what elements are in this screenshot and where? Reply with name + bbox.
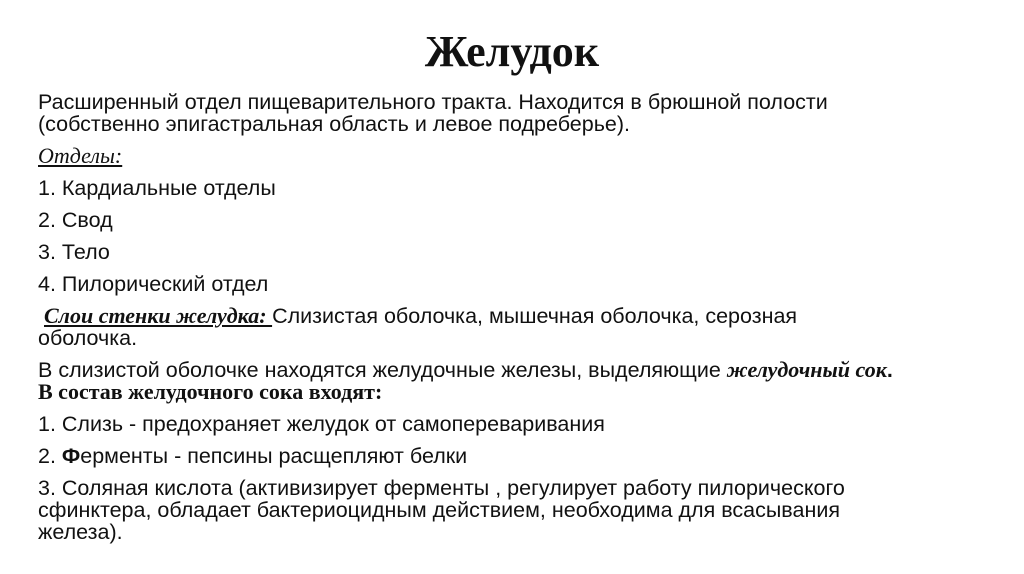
juice-heading <box>38 381 998 403</box>
sections-heading <box>38 145 998 167</box>
section-item-4: 4. Пилорический отдел <box>38 272 269 296</box>
section-item-3: 3. Тело <box>38 240 110 264</box>
intro-line-1: Расширенный отдел пищеварительного тракта. Находится в брюшной полости <box>38 90 828 114</box>
layers-heading: Слои стенки желудка: <box>44 303 273 328</box>
juice-item-3-line-1: 3. Соляная кислота (активизирует ферменты , регулирует работу пилорического <box>38 476 845 500</box>
sections-heading-text: Отделы: <box>38 143 123 168</box>
slide-body <box>38 91 998 543</box>
juice-item-3-line-3: железа). <box>38 520 123 544</box>
intro-line-2: (собственно эпигастральная область и левое подреберье). <box>38 112 631 136</box>
juice-item-1: 1. Слизь - предохраняет желудок от самопереваривания <box>38 412 605 436</box>
juice-item-2 <box>38 445 998 467</box>
juice-item-3-line-2: сфинктера, обладает бактериоцидным действием, необходима для всасывания <box>38 498 840 522</box>
glands-term: желудочный сок <box>726 357 887 382</box>
juice-heading-text: В состав желудочного сока входят: <box>38 379 383 404</box>
glands-end: . <box>886 358 893 382</box>
section-item-2: 2. Свод <box>38 208 113 232</box>
juice-item-2-rest: ерменты - пепсины расщепляют белки <box>80 444 468 468</box>
layers-text: Слизистая оболочка, мышечная оболочка, серозная <box>272 304 798 328</box>
glands-text: В слизистой оболочке находятся желудочные железы, выделяющие <box>38 358 727 382</box>
slide-title: Желудок <box>424 27 600 76</box>
layers-line-2: оболочка. <box>38 326 138 350</box>
glands-line <box>38 359 998 381</box>
layers-line-1 <box>38 305 998 327</box>
section-item-1: 1. Кардиальные отделы <box>38 176 276 200</box>
juice-item-2-term: Ф <box>61 444 81 468</box>
juice-item-2-num: 2. <box>38 444 62 468</box>
